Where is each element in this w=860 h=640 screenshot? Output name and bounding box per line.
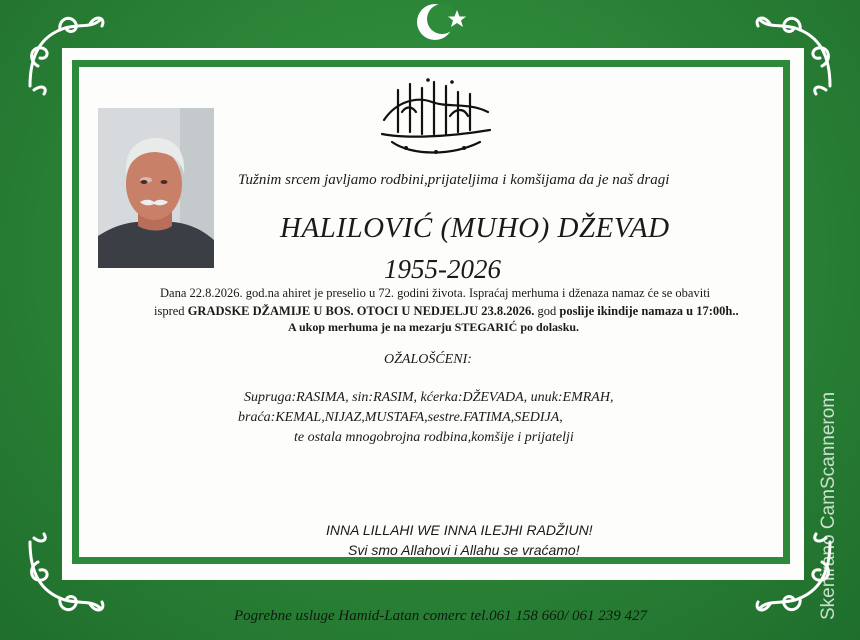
crescent-star-icon xyxy=(405,0,475,48)
scanner-watermark: Skenirano CamScannerom xyxy=(818,391,839,620)
announcement-line-2 xyxy=(154,304,739,319)
announcement-line-1: Dana 22.8.2026. god.na ahiret je preselio u 72. godini života. Ispraćaj merhuma i dženaza namaz će se obaviti xyxy=(160,286,711,300)
family-line-1: Supruga:RASIMA, sin:RASIM, kćerka:DŽEVADA, unuk:EMRAH, xyxy=(244,390,614,405)
bismillah-calligraphy xyxy=(372,72,500,160)
funeral-services-footer: Pogrebne usluge Hamid-Latan comerc tel.061 158 660/ 061 239 427 xyxy=(234,608,648,624)
family-line-2: braća:KEMAL,NIJAZ,MUSTAFA,sestre.FATIMA,SEDIJA, xyxy=(238,410,563,425)
mourners-heading: OŽALOŠĆENI: xyxy=(384,352,472,367)
dua-line-2: Svi smo Allahovi i Allahu se vraćamo! xyxy=(348,542,580,558)
family-line-3: te ostala mnogobrojna rodbina,komšije i prijatelji xyxy=(294,430,574,445)
burial-info: A ukop merhuma je na mezarju STEGARIĆ po dolasku. xyxy=(288,320,580,334)
announcement-line-2-prefix: ispred xyxy=(154,304,188,318)
life-years: 1955-2026 xyxy=(384,254,501,284)
funeral-time: poslije ikindije namaza u 17:00h.. xyxy=(559,304,739,318)
dua-line-1: INNA LILLAHI WE INNA ILEJHI RADŽIUN! xyxy=(326,522,593,538)
deceased-photo xyxy=(98,108,214,268)
funeral-location-date: GRADSKE DŽAMIJE U BOS. OTOCI U NEDJELJU 23.8.2026. xyxy=(187,304,535,318)
announcement-line-2-mid: god xyxy=(534,304,560,318)
intro-text: Tužnim srcem javljamo rodbini,prijateljima i komšijama da je naš dragi xyxy=(238,172,670,188)
deceased-name: HALILOVIĆ (MUHO) DŽEVAD xyxy=(280,212,670,244)
